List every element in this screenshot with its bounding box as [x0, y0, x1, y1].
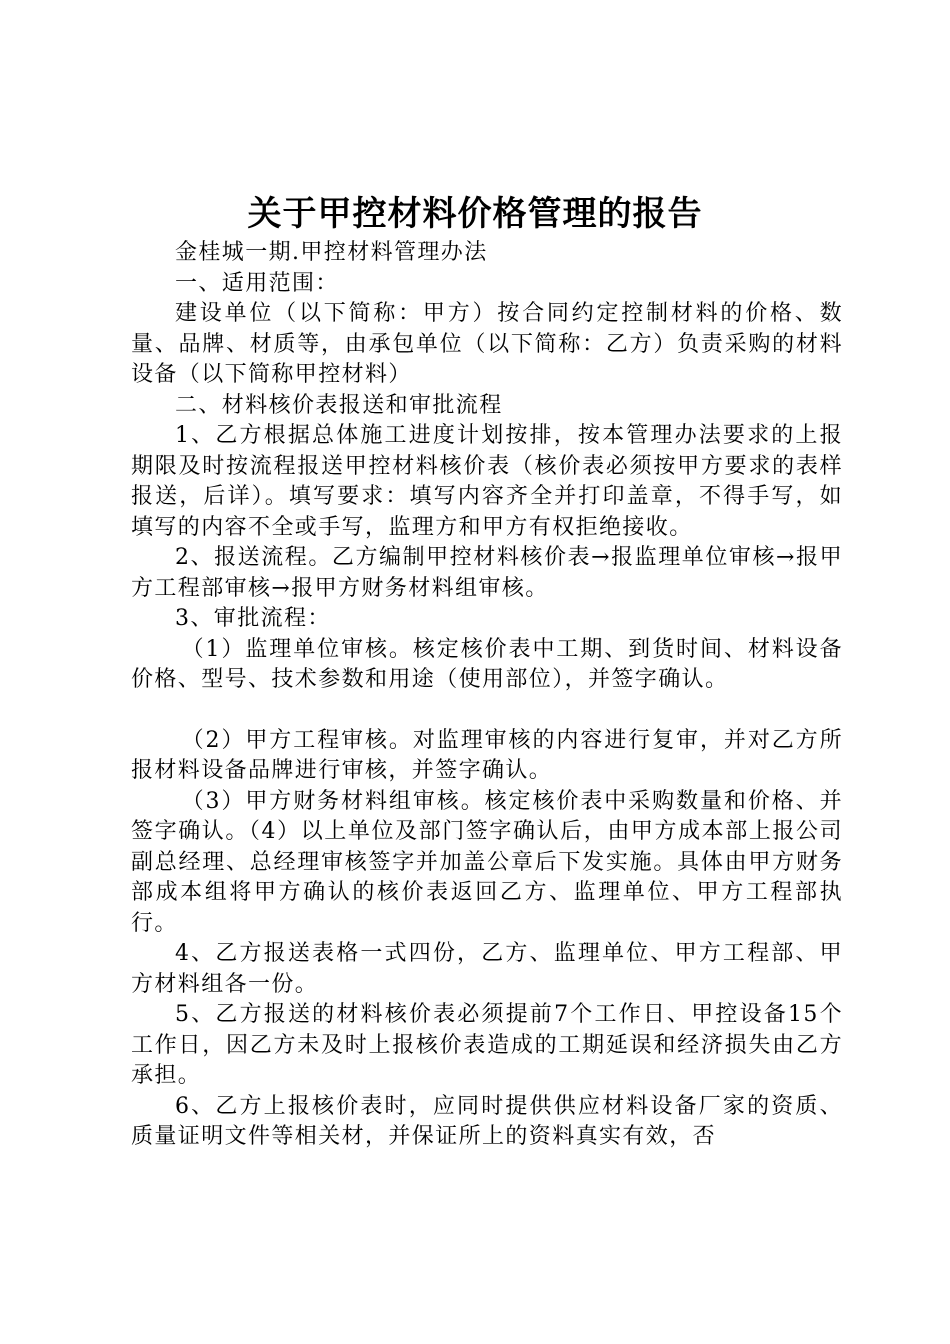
paragraph-item-1: 1、乙方根据总体施工进度计划按排，按本管理办法要求的上报期限及时按流程报送甲控材料核价表（核价表必须按甲方要求的表样报送，后详）。填写要求：填写内容齐全并打印盖章，不得手写，如填写的内容不全或手写，监理方和甲方有权拒绝接收。 — [131, 423, 843, 540]
paragraph-item-4: 4、乙方报送表格一式四份，乙方、监理单位、甲方工程部、甲方材料组各一份。 — [131, 941, 843, 997]
paragraph-item-3: 3、审批流程： — [175, 606, 331, 631]
paragraph-heading-measures: 金桂城一期.甲控材料管理办法 — [175, 240, 488, 265]
document-body — [131, 238, 843, 1153]
paragraph-item-2: 2、报送流程。乙方编制甲控材料核价表→报监理单位审核→报甲方工程部审核→报甲方财务材料组审核。 — [131, 545, 843, 601]
paragraph-item-5: 5、乙方报送的材料核价表必须提前7个工作日、甲控设备15个工作日，因乙方未及时上报核价表造成的工期延误和经济损失由乙方承担。 — [131, 1002, 843, 1088]
paragraph-item-6: 6、乙方上报核价表时，应同时提供供应材料设备厂家的资质、质量证明文件等相关材，并保证所上的资料真实有效，否 — [131, 1093, 843, 1149]
paragraph-item-3-2: （2）甲方工程审核。对监理审核的内容进行复审，并对乙方所报材料设备品牌进行审核，并签字确认。 — [131, 727, 843, 783]
paragraph-spacer — [131, 696, 843, 726]
paragraph-section-process: 二、材料核价表报送和审批流程 — [175, 392, 503, 418]
paragraph-item-3-1: （1）监理单位审核。核定核价表中工期、到货时间、材料设备价格、型号、技术参数和用途（使用部位），并签字确认。 — [131, 636, 843, 692]
paragraph-section-scope: 一、适用范围： — [175, 270, 339, 296]
paragraph-item-3-3: （3）甲方财务材料组审核。核定核价表中采购数量和价格、并签字确认。（4）以上单位及部门签字确认后，由甲方成本部上报公司副总经理、总经理审核签字并加盖公章后下发实施。具体由甲方财务部成本组将甲方确认的核价表返回乙方、监理单位、甲方工程部执行。 — [131, 788, 843, 936]
paragraph-scope-text: 建设单位（以下简称：甲方）按合同约定控制材料的价格、数量、品牌、材质等，由承包单位（以下简称：乙方）负责采购的材料设备（以下简称甲控材料） — [131, 301, 843, 387]
document-title: 关于甲控材料价格管理的报告 — [247, 194, 703, 234]
